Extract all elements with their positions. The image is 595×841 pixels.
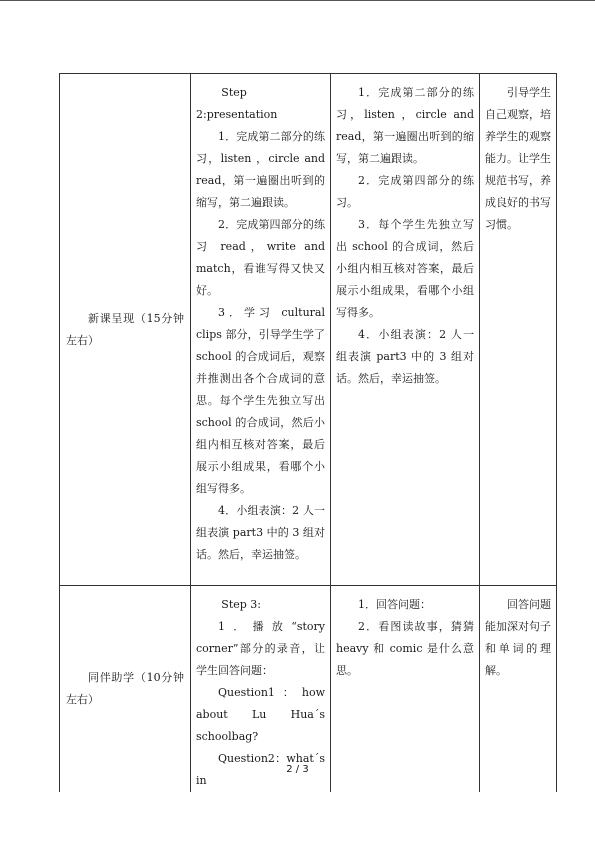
teacher-activity-cell bbox=[191, 586, 331, 793]
stage-cell bbox=[60, 74, 191, 586]
teacher-item: Question1：how about Lu Hua΄s schoolbag? bbox=[196, 686, 325, 743]
lesson-plan-table bbox=[59, 73, 557, 792]
stage-label: 新课呈现（15分钟左右） bbox=[66, 311, 184, 347]
student-item: 2．完成第四部分的练习。 bbox=[336, 174, 474, 209]
teacher-item: 2．完成第四部分的练习 read，write and match，看谁写得又快又好。 bbox=[196, 218, 325, 297]
student-activity-cell bbox=[331, 74, 480, 586]
student-item: 2．看图读故事，猜猜 heavy 和 comic 是什么意思。 bbox=[336, 620, 474, 677]
student-item: 3．每个学生先独立写出 school 的合成词，然后小组内相互核对答案，最后展示小组成果，看哪个小组写得多。 bbox=[336, 218, 474, 319]
student-activity-cell bbox=[331, 586, 480, 793]
student-item: 4．小组表演：2 人一组表演 part3 中的 3 组对话。然后，幸运抽签。 bbox=[336, 328, 474, 385]
teacher-item: Question2：what΄s in bbox=[196, 752, 325, 787]
step-heading: Step 3: bbox=[221, 598, 262, 611]
stage-label: 同伴助学（10分钟左右） bbox=[66, 671, 184, 706]
purpose-cell bbox=[480, 74, 557, 586]
teacher-activity-cell bbox=[191, 74, 331, 586]
student-item: 1．回答问题： bbox=[358, 598, 431, 611]
step-heading: Step 2:presentation bbox=[196, 86, 278, 121]
table-row bbox=[60, 586, 557, 793]
student-item: 1．完成第二部分的练习，listen ，circle and read，第一遍圈出听到的缩写，第二遍跟读。 bbox=[336, 86, 474, 165]
purpose-cell bbox=[480, 586, 557, 793]
purpose-text: 回答问题能加深对句子和单词的理解。 bbox=[485, 598, 551, 677]
page-number: 2 / 3 bbox=[286, 764, 309, 775]
teacher-item: 3．学习 cultural clips 部分，引导学生学了 school 的合成词后，观察并推测出各个合成词的意思。每个学生先独立写出 school 的合成词，然后小组内相互核对答案，最后展示小组成果，看哪个小组写得多。 bbox=[196, 306, 325, 495]
purpose-text: 引导学生自己观察，培养学生的观察能力。让学生规范书写，养成良好的书写习惯。 bbox=[485, 86, 551, 231]
stage-cell bbox=[60, 586, 191, 793]
teacher-item: 1．播放“story corner”部分的录音，让学生回答问题： bbox=[196, 620, 325, 677]
table-row bbox=[60, 74, 557, 586]
teacher-item: 4．小组表演：2 人一组表演 part3 中的 3 组对话。然后，幸运抽签。 bbox=[196, 504, 325, 561]
header-rule bbox=[0, 0, 595, 1]
teacher-item: 1．完成第二部分的练习，listen ，circle and read，第一遍圈出听到的缩写，第二遍跟读。 bbox=[196, 130, 325, 209]
